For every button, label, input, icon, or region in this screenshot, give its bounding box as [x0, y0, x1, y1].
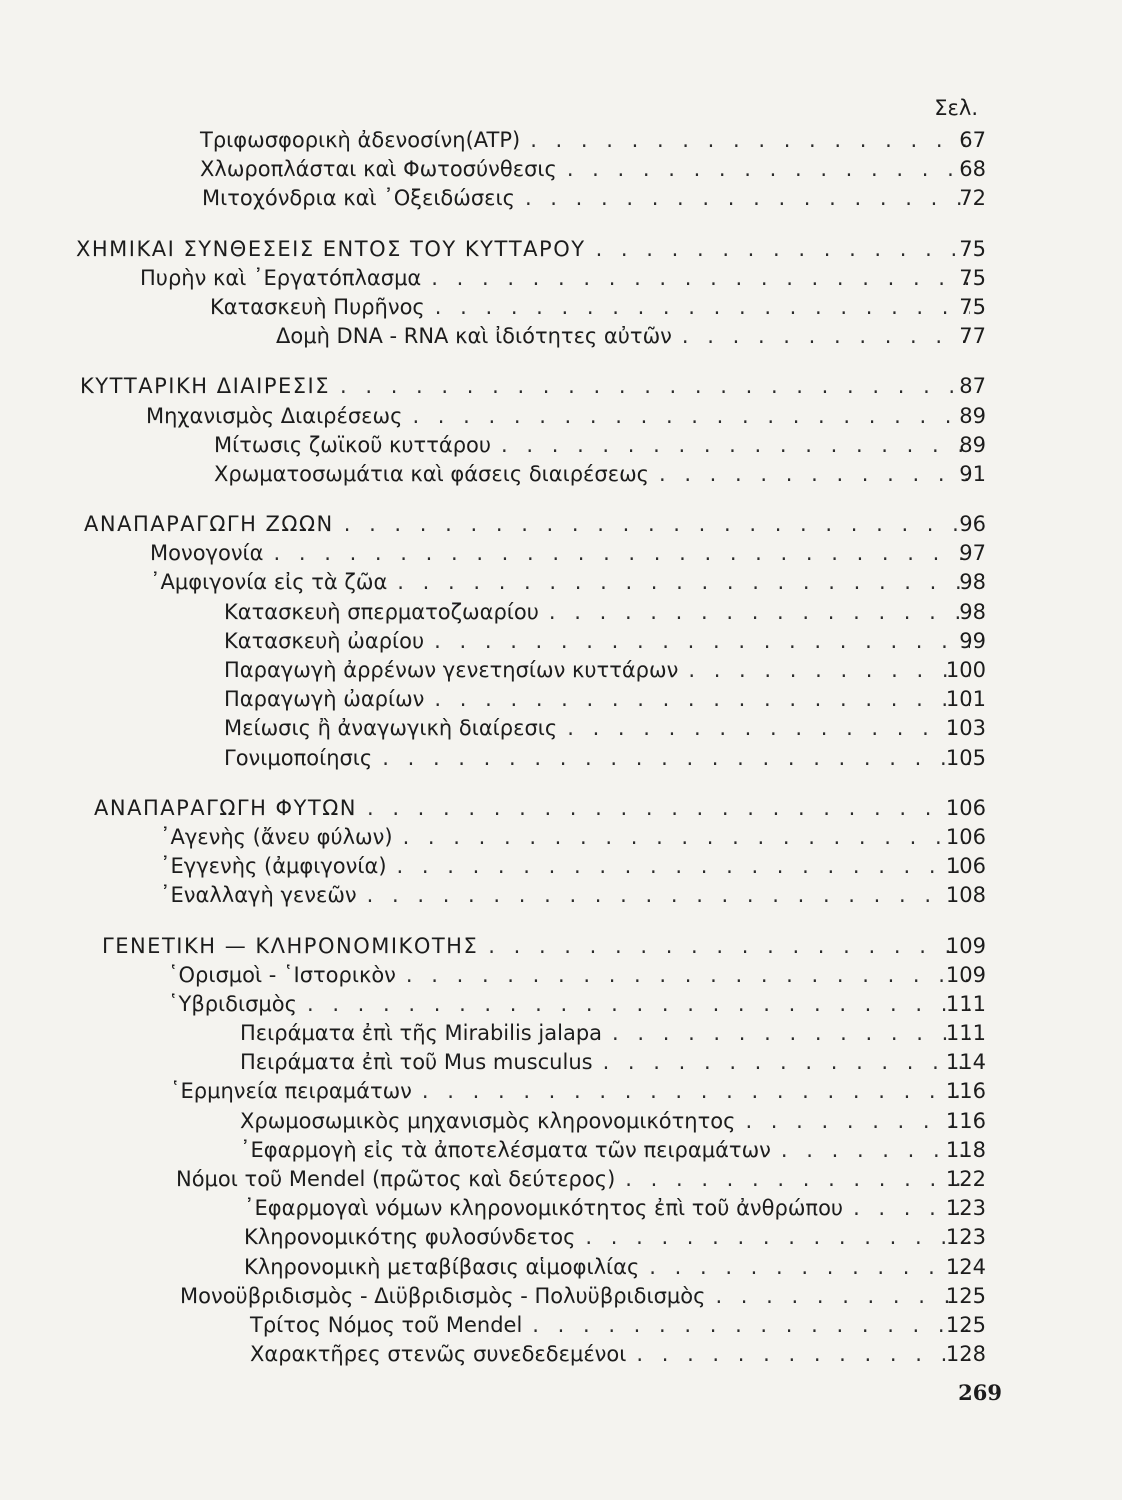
- toc-entry-title: ᾿Αμφιγονία εἰς τὰ ζῶα: [150, 570, 388, 595]
- page-number: 269: [958, 1380, 1002, 1405]
- toc-entry-title: Μίτωσις ζωϊκοῦ κυττάρου: [214, 432, 492, 457]
- dot-leader: [382, 744, 970, 773]
- toc-entry-page: 111: [945, 991, 986, 1016]
- toc-entry-title: ΧΗΜΙΚΑΙ ΣΥΝΘΕΣΕΙΣ ΕΝΤΟΣ ΤΟΥ ΚΥΤΤΑΡΟΥ: [76, 236, 586, 261]
- toc-entry: [0, 431, 1122, 460]
- dot-leader: [612, 1019, 970, 1048]
- dot-leader: [549, 598, 970, 627]
- toc-entry-title: ΑΝΑΠΑΡΑΓΩΓΗ ΖΩΩΝ: [84, 512, 334, 537]
- toc-entry-page: 106: [945, 795, 986, 820]
- toc-entry-page: 77: [959, 324, 986, 349]
- dot-leader: [488, 932, 970, 961]
- dot-leader: [406, 961, 970, 990]
- toc-entry-title: Γονιμοποίησις: [224, 745, 373, 770]
- toc-entry: [0, 1077, 1122, 1106]
- toc-entry: [0, 402, 1122, 431]
- toc-entry-title: Μονογονία: [150, 541, 264, 566]
- toc-entry-title: Πειράματα ἐπὶ τοῦ Mus musculus: [240, 1050, 593, 1075]
- toc-entry-title: Παραγωγὴ ὠαρίων: [224, 687, 425, 712]
- dot-leader: [567, 155, 970, 184]
- toc-entry-page: 96: [959, 512, 986, 537]
- toc-entry-page: 106: [945, 854, 986, 879]
- table-of-contents: [0, 126, 1122, 1369]
- dot-leader: [585, 1223, 970, 1252]
- toc-entry: [0, 598, 1122, 627]
- toc-entry-title: ᾿Εναλλαγὴ γενεῶν: [160, 883, 357, 908]
- dot-leader: [434, 685, 970, 714]
- toc-entry-title: ΚΥΤΤΑΡΙΚΗ ΔΙΑΙΡΕΣΙΣ: [80, 374, 330, 399]
- dot-leader: [403, 823, 970, 852]
- toc-entry: [0, 744, 1122, 773]
- toc-entry: [0, 460, 1122, 489]
- toc-entry-page: 116: [945, 1108, 986, 1133]
- toc-entry-title: Παραγωγὴ ἀρρένων γενετησίων κυττάρων: [224, 658, 679, 682]
- dot-leader: [307, 990, 970, 1019]
- toc-section-heading: [0, 794, 1122, 823]
- toc-entry: [0, 627, 1122, 656]
- toc-entry-title: ῾Υβριδισμὸς: [168, 991, 297, 1016]
- toc-entry-page: 114: [945, 1050, 986, 1075]
- toc-entry-title: Τριφωσφορικὴ ἀδενοσίνη(ATP): [200, 128, 521, 152]
- toc-entry-page: 75: [959, 236, 986, 261]
- toc-entry-page: 99: [959, 628, 986, 653]
- toc-entry: [0, 961, 1122, 990]
- dot-leader: [397, 568, 970, 597]
- toc-entry-page: 108: [945, 883, 986, 908]
- toc-entry-page: 122: [945, 1167, 986, 1191]
- toc-entry: [0, 1019, 1122, 1048]
- toc-entry-page: 68: [959, 157, 986, 182]
- toc-entry-page: 111: [945, 1021, 986, 1046]
- toc-entry: [0, 1165, 1122, 1194]
- dot-leader: [344, 510, 970, 539]
- toc-entry: [0, 852, 1122, 881]
- toc-entry-page: 118: [945, 1137, 986, 1162]
- toc-entry: [0, 823, 1122, 852]
- toc-entry-page: 75: [959, 294, 986, 319]
- toc-entry-page: 124: [945, 1254, 986, 1279]
- dot-leader: [567, 714, 970, 743]
- toc-entry-title: ΓΕΝΕΤΙΚΗ — ΚΛΗΡΟΝΟΜΙΚΟΤΗΣ: [102, 933, 479, 958]
- dot-leader: [532, 1311, 970, 1340]
- toc-entry-title: Μονοϋβριδισμὸς - Διϋβριδισμὸς - Πολυϋβριδισμὸς: [180, 1283, 706, 1308]
- toc-entry-page: 97: [959, 541, 986, 566]
- toc-entry: [0, 264, 1122, 293]
- dot-leader: [530, 126, 970, 155]
- dot-leader: [659, 460, 970, 489]
- toc-entry-page: 87: [959, 374, 986, 399]
- dot-leader: [431, 264, 970, 293]
- toc-entry-page: 89: [959, 403, 986, 428]
- page-column-header: Σελ.: [934, 96, 978, 120]
- toc-entry-title: ᾿Εφαρμογαὶ νόμων κληρονομικότητος ἐπὶ τοῦ ἀνθρώπου: [244, 1196, 844, 1221]
- toc-entry: [0, 1194, 1122, 1223]
- toc-entry-page: 98: [959, 599, 986, 624]
- dot-leader: [649, 1253, 970, 1282]
- toc-entry: [0, 1107, 1122, 1136]
- toc-entry-page: 116: [945, 1079, 986, 1104]
- dot-leader: [525, 184, 970, 213]
- toc-entry: [0, 656, 1122, 685]
- toc-entry-page: 125: [945, 1283, 986, 1308]
- toc-entry-title: Κληρονομικότης φυλοσύνδετος: [244, 1225, 576, 1250]
- toc-entry-title: Πειράματα ἐπὶ τῆς Mirabilis jalapa: [240, 1021, 603, 1046]
- toc-entry: [0, 1223, 1122, 1252]
- dot-leader: [434, 627, 970, 656]
- toc-entry-title: Τρίτος Νόμος τοῦ Mendel: [250, 1312, 523, 1337]
- toc-entry-page: 91: [959, 461, 986, 486]
- toc-entry-page: 103: [945, 716, 986, 741]
- toc-entry-page: 109: [945, 962, 986, 987]
- toc-entry-page: 98: [959, 570, 986, 595]
- toc-entry: [0, 293, 1122, 322]
- toc-entry-page: 123: [945, 1196, 986, 1221]
- toc-section-heading: [0, 510, 1122, 539]
- dot-leader: [412, 402, 970, 431]
- toc-entry: [0, 184, 1122, 213]
- toc-entry-title: Χαρακτῆρες στενῶς συνεδεδεμένοι: [250, 1342, 627, 1367]
- toc-entry-title: Χλωροπλάσται καὶ Φωτοσύνθεσις: [200, 157, 557, 182]
- dot-leader: [603, 1048, 970, 1077]
- toc-entry-title: Πυρὴν καὶ ᾿Εργατόπλασμα: [140, 265, 422, 290]
- toc-entry: [0, 990, 1122, 1019]
- toc-entry-title: Μηχανισμὸς Διαιρέσεως: [146, 403, 403, 428]
- toc-entry-title: Κληρονομικὴ μεταβίβασις αἱμοφιλίας: [244, 1254, 640, 1279]
- toc-entry: [0, 1136, 1122, 1165]
- dot-leader: [501, 431, 970, 460]
- toc-entry-page: 105: [945, 745, 986, 770]
- dot-leader: [625, 1165, 970, 1194]
- dot-leader: [367, 794, 970, 823]
- dot-leader: [636, 1340, 970, 1369]
- toc-entry-page: 72: [959, 186, 986, 211]
- toc-entry-page: 106: [945, 824, 986, 849]
- toc-entry: [0, 1253, 1122, 1282]
- toc-entry-page: 75: [959, 265, 986, 290]
- toc-entry: [0, 539, 1122, 568]
- toc-entry-page: 109: [945, 933, 986, 958]
- toc-entry-title: Κατασκευὴ ὠαρίου: [224, 628, 425, 653]
- toc-entry-title: ᾿Εγγενὴς (ἀμφιγονία): [160, 854, 387, 879]
- toc-entry-title: Κατασκευὴ σπερματοζωαρίου: [224, 599, 539, 624]
- toc-entry: [0, 1311, 1122, 1340]
- toc-section-heading: [0, 372, 1122, 401]
- toc-entry-title: Χρωμοσωμικὸς μηχανισμὸς κληρονομικότητος: [240, 1108, 736, 1133]
- toc-entry-title: ᾿Αγενὴς (ἄνευ φύλων): [160, 824, 393, 849]
- toc-entry-page: 100: [945, 658, 986, 682]
- toc-entry: [0, 1340, 1122, 1369]
- toc-section-heading: [0, 932, 1122, 961]
- toc-entry-title: ῾Ερμηνεία πειραμάτων: [170, 1079, 412, 1104]
- toc-entry-title: Χρωματοσωμάτια καὶ φάσεις διαιρέσεως: [214, 461, 649, 486]
- toc-entry-page: 128: [945, 1342, 986, 1367]
- toc-entry-page: 125: [945, 1312, 986, 1337]
- toc-entry: [0, 568, 1122, 597]
- toc-entry: [0, 685, 1122, 714]
- toc-entry-title: ᾿Εφαρμογὴ εἰς τὰ ἀποτελέσματα τῶν πειραμάτων: [240, 1137, 771, 1162]
- toc-entry: [0, 155, 1122, 184]
- toc-entry-page: 89: [959, 432, 986, 457]
- toc-entry: [0, 881, 1122, 910]
- dot-leader: [367, 881, 970, 910]
- toc-entry-title: Μείωσις ἢ ἀναγωγικὴ διαίρεσις: [224, 716, 558, 741]
- dot-leader: [596, 235, 970, 264]
- dot-leader: [340, 372, 970, 401]
- toc-entry: [0, 126, 1122, 155]
- dot-leader: [435, 293, 970, 322]
- toc-entry: [0, 1048, 1122, 1077]
- toc-entry-title: Μιτοχόνδρια καὶ ᾿Οξειδώσεις: [202, 186, 515, 211]
- toc-section-heading: [0, 235, 1122, 264]
- toc-entry-page: 101: [945, 687, 986, 712]
- toc-entry-title: ῾Ορισμοὶ - ῾Ιστορικὸν: [168, 962, 396, 987]
- toc-entry: [0, 322, 1122, 351]
- toc-entry-title: ΑΝΑΠΑΡΑΓΩΓΗ ΦΥΤΩΝ: [94, 795, 357, 820]
- toc-entry-page: 123: [945, 1225, 986, 1250]
- dot-leader: [422, 1077, 970, 1106]
- toc-entry-title: Νόμοι τοῦ Mendel (πρῶτος καὶ δεύτερος): [176, 1167, 616, 1191]
- toc-entry: [0, 1282, 1122, 1311]
- toc-entry-title: Δομὴ DNA - RNA καὶ ἰδιότητες αὐτῶν: [276, 324, 672, 349]
- toc-entry-title: Κατασκευὴ Πυρῆνος: [210, 294, 425, 319]
- toc-entry-page: 67: [959, 128, 986, 152]
- toc-entry: [0, 714, 1122, 743]
- dot-leader: [274, 539, 970, 568]
- dot-leader: [397, 852, 970, 881]
